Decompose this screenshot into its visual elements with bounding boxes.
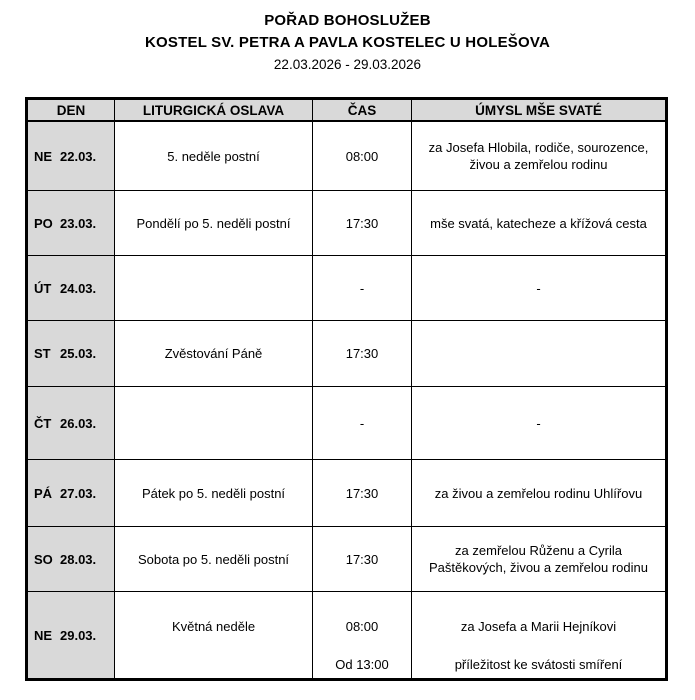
table-row	[28, 122, 665, 191]
schedule-table	[25, 97, 668, 681]
intention-entry-afternoon: příležitost ke svátosti smíření	[454, 657, 623, 672]
time-cell	[313, 592, 412, 678]
celebration-cell: Pondělí po 5. neděli postní	[115, 191, 313, 255]
day-cell	[28, 191, 115, 255]
table-row	[28, 460, 665, 527]
intention-cell: za živou a zemřelou rodinu Uhlířovu	[434, 485, 643, 501]
intention-cell: mše svatá, katecheze a křížová cesta	[430, 215, 647, 231]
day-date: 23.03.	[60, 215, 97, 231]
day-cell	[28, 527, 115, 591]
day-abbr: ÚT	[34, 280, 52, 296]
intention-entry-morning: za Josefa a Marii Hejníkovi	[460, 619, 617, 634]
day-date: 26.03.	[60, 415, 97, 431]
day-abbr: PO	[34, 215, 53, 231]
time-cell: 08:00	[313, 122, 412, 190]
celebration-cell: Sobota po 5. neděli postní	[115, 527, 313, 591]
church-name: KOSTEL SV. PETRA A PAVLA KOSTELEC U HOLEŠOVA	[145, 34, 550, 51]
day-cell	[28, 592, 115, 678]
celebration-cell: Květná neděle	[115, 592, 313, 678]
intention-cell: za zemřelou Růženu a Cyrila Paštěkových, živou a zemřelou rodinu	[429, 543, 648, 575]
day-date: 29.03.	[60, 627, 97, 643]
table-row	[28, 387, 665, 460]
column-header-den: DEN	[28, 100, 115, 120]
intention-cell: -	[536, 280, 541, 296]
table-row	[28, 191, 665, 256]
day-abbr: NE	[34, 148, 53, 164]
day-date: 27.03.	[60, 485, 97, 501]
celebration-cell	[115, 256, 313, 320]
time-cell: 17:30	[313, 460, 412, 526]
intention-cell: -	[536, 415, 541, 431]
time-cell: 17:30	[313, 321, 412, 386]
date-range: 22.03.2026 - 29.03.2026	[273, 57, 422, 72]
time-cell: 17:30	[313, 527, 412, 591]
time-cell: -	[313, 256, 412, 320]
time-entry-morning: 08:00	[345, 619, 379, 634]
document-title: POŘAD BOHOSLUŽEB	[264, 12, 431, 29]
day-date: 25.03.	[60, 346, 97, 361]
intention-cell	[412, 321, 665, 386]
intention-cell	[412, 592, 665, 678]
day-date: 28.03.	[60, 551, 97, 567]
day-cell	[28, 387, 115, 459]
day-abbr: ČT	[34, 415, 52, 431]
day-date: 22.03.	[60, 148, 97, 164]
intention-cell: za Josefa Hlobila, rodiče, sourozence, živou a zemřelou rodinu	[428, 140, 649, 172]
day-cell	[28, 321, 115, 386]
day-date: 24.03.	[60, 280, 97, 296]
title-block	[0, 0, 695, 75]
day-abbr: PÁ	[34, 485, 53, 501]
column-header-liturgicka-oslava: LITURGICKÁ OSLAVA	[115, 100, 313, 120]
celebration-cell: Zvěstování Páně	[115, 321, 313, 386]
day-cell	[28, 122, 115, 190]
table-row	[28, 256, 665, 321]
time-entry-afternoon: Od 13:00	[335, 657, 389, 672]
table-row	[28, 592, 665, 678]
time-cell: -	[313, 387, 412, 459]
day-abbr: ST	[34, 346, 51, 361]
day-cell	[28, 256, 115, 320]
day-cell	[28, 460, 115, 526]
table-header-row	[28, 100, 665, 122]
time-cell: 17:30	[313, 191, 412, 255]
column-header-umysl-mse-svate: ÚMYSL MŠE SVATÉ	[412, 100, 665, 120]
celebration-cell: 5. neděle postní	[115, 122, 313, 190]
day-abbr: SO	[34, 551, 53, 567]
column-header-cas: ČAS	[313, 100, 412, 120]
table-row	[28, 321, 665, 387]
table-row	[28, 527, 665, 592]
day-abbr: NE	[34, 627, 53, 643]
celebration-cell: Pátek po 5. neděli postní	[115, 460, 313, 526]
celebration-cell	[115, 387, 313, 459]
